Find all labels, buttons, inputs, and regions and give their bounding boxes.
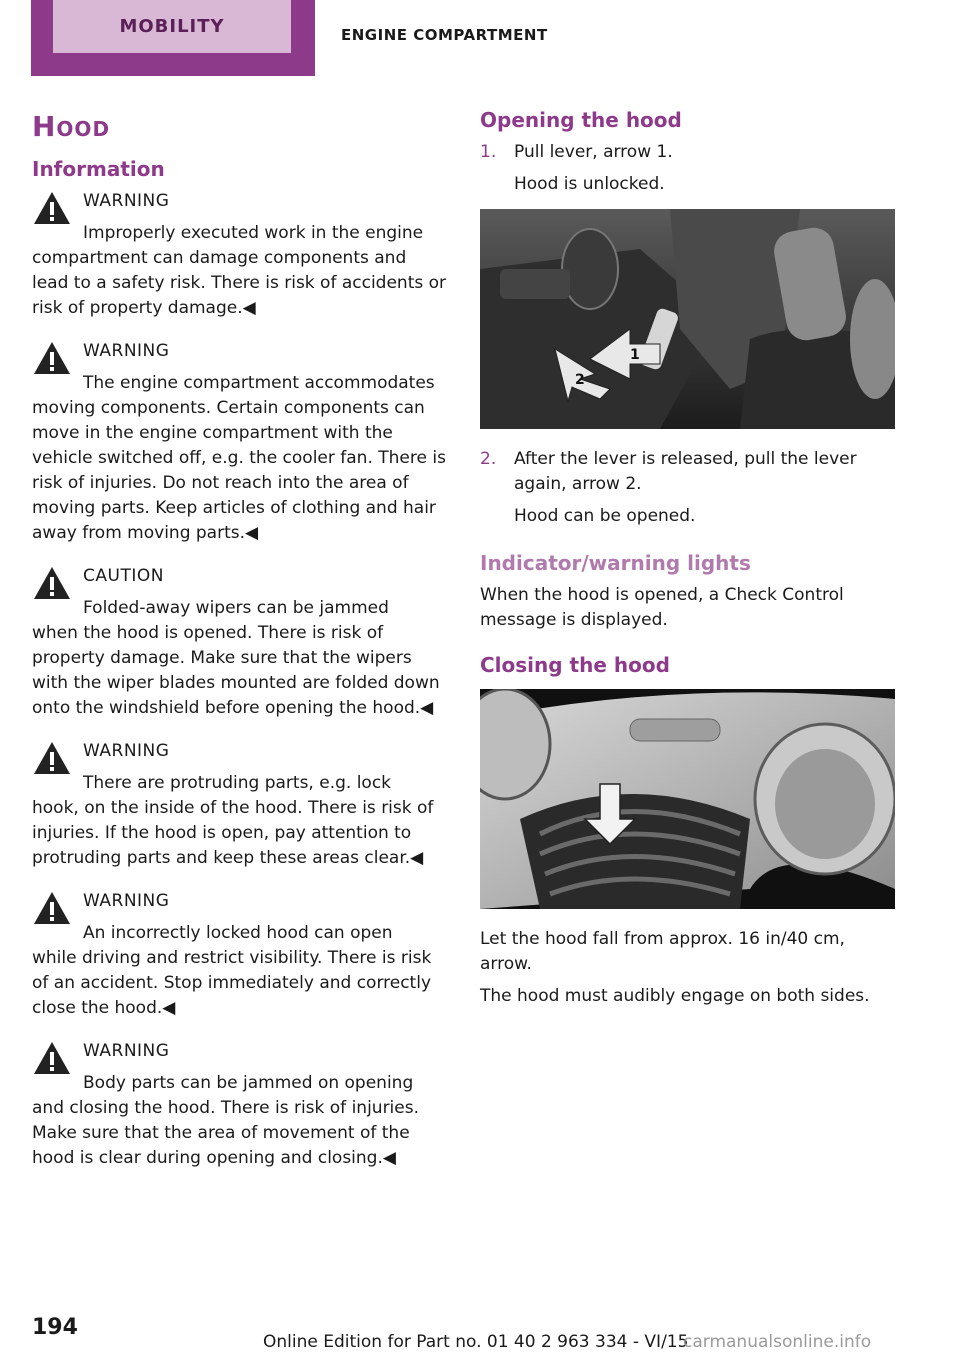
page-number: 194 — [32, 1315, 78, 1340]
hood-closing-image — [480, 689, 895, 909]
chapter-tab-label: MOBILITY — [53, 0, 291, 53]
warning-text: moving components. Certain components can move in the engine compartment with the vehicle switched off, e.g. the cooler fan. There is risk of injuries. Do not reach into the area of moving parts. Keep articles of clothing and hair away from moving parts.◀ — [32, 398, 446, 543]
warning-first-line: The engine compartment accommodates — [83, 373, 435, 393]
warning-first-line: An incorrectly locked hood can open — [83, 923, 393, 943]
warning-text: hook, on the inside of the hood. There is risk of injuries. If the hood is open, pay attention to protruding parts and keep these areas clear.◀ — [32, 798, 434, 868]
section-title: ENGINE COMPARTMENT — [341, 26, 548, 44]
opening-heading: Opening the hood — [480, 108, 682, 132]
information-heading: Information — [32, 157, 165, 181]
warning-label: WARNING — [83, 341, 170, 361]
left-column — [32, 110, 447, 1189]
warning-block — [32, 739, 447, 871]
warning-first-line: Body parts can be jammed on opening — [83, 1073, 414, 1093]
warning-label: WARNING — [83, 741, 170, 761]
step-text: Pull lever, arrow 1. — [514, 142, 673, 162]
closing-instruction: Let the hood fall from approx. 16 in/40 cm, arrow. — [480, 929, 845, 974]
warning-first-line: Improperly executed work in the engine — [83, 223, 424, 243]
step-result: Hood is unlocked. — [514, 174, 665, 194]
warning-label: WARNING — [83, 891, 170, 911]
indicator-heading: Indicator/warning lights — [480, 551, 751, 575]
warning-triangle-icon — [32, 739, 72, 777]
warning-text: when the hood is opened. There is risk of property damage. Make sure that the wipers with the wiper blades mounted are folded down onto the windshield before opening the hood.◀ — [32, 623, 440, 718]
warning-block — [32, 339, 447, 546]
warning-triangle-icon — [32, 189, 72, 227]
watermark: carmanualsonline.info — [683, 1332, 872, 1352]
warning-block — [32, 189, 447, 321]
warning-label: CAUTION — [83, 566, 164, 586]
warning-triangle-icon — [32, 564, 72, 602]
warning-text: compartment can damage components and lead to a safety risk. There is risk of accidents or risk of property damage.◀ — [32, 248, 447, 318]
warning-label: WARNING — [83, 191, 170, 211]
closing-note: The hood must audibly engage on both sides. — [480, 986, 870, 1006]
step-result: Hood can be opened. — [514, 506, 696, 526]
warning-first-line: There are protruding parts, e.g. lock — [83, 773, 392, 793]
step-number: 1. — [480, 142, 497, 162]
right-column — [480, 108, 895, 1016]
step-number: 2. — [480, 449, 497, 469]
step-2 — [480, 447, 895, 529]
chapter-tab — [31, 0, 315, 76]
svg-text:1: 1 — [630, 347, 640, 363]
hood-lever-image — [480, 209, 895, 429]
closing-heading: Closing the hood — [480, 653, 670, 677]
step-1 — [480, 140, 895, 197]
edition-footer: Online Edition for Part no. 01 40 2 963 334 - VI/15 — [263, 1332, 689, 1352]
warning-text: and closing the hood. There is risk of injuries. Make sure that the area of movement of the hood is clear during opening and closing.◀ — [32, 1098, 419, 1168]
warning-label: WARNING — [83, 1041, 170, 1061]
warning-triangle-icon — [32, 889, 72, 927]
warning-triangle-icon — [32, 1039, 72, 1077]
step-text: After the lever is released, pull the lever again, arrow 2. — [514, 449, 857, 494]
warnings-list — [32, 189, 447, 1171]
indicator-text: When the hood is opened, a Check Control message is displayed. — [480, 585, 844, 630]
warning-block — [32, 1039, 447, 1171]
warning-first-line: Folded-away wipers can be jammed — [83, 598, 389, 618]
warning-text: while driving and restrict visibility. There is risk of an accident. Stop immediately and correctly close the hood.◀ — [32, 948, 432, 1018]
page-title: Hood — [32, 110, 111, 143]
warning-block — [32, 564, 447, 721]
warning-triangle-icon — [32, 339, 72, 377]
warning-block — [32, 889, 447, 1021]
svg-text:2: 2 — [575, 372, 585, 388]
